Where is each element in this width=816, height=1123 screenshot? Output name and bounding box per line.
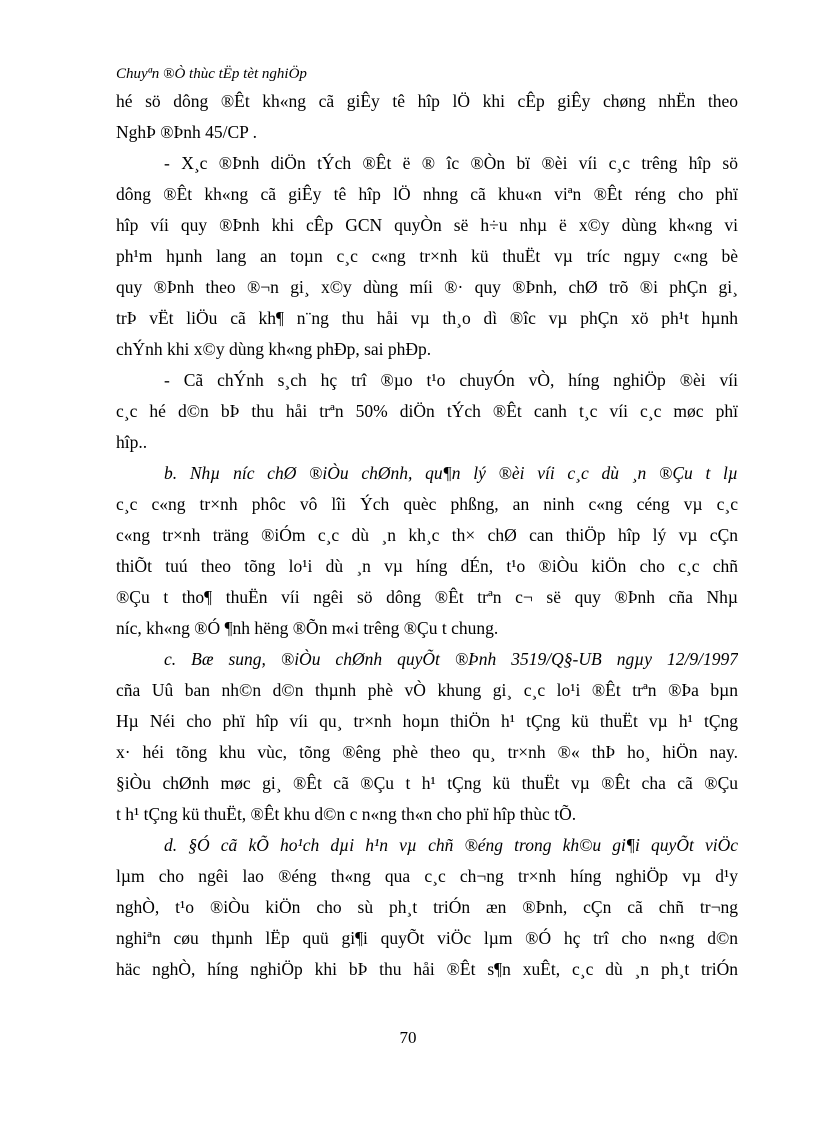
text-line: hîp..	[116, 432, 148, 452]
text-line: hé sö dông ®Êt kh«ng cã giÊy tê hîp lÖ khi cÊp giÊy chøng nhËn theo	[116, 91, 738, 111]
text-line: d. §Ó cã kÕ ho¹ch dµi h¹n vµ chñ ®éng trong kh©u gi¶i quyÕt viÖc	[164, 835, 738, 855]
text-line: - X¸c ®Þnh diÖn tÝch ®Êt ë ® îc ®Òn bï ®èi víi c¸c trêng hîp sö	[164, 153, 738, 173]
text-line: §iÒu chØnh møc gi¸ ®Êt cã ®Çu t h¹ tÇng kü thuËt vµ ®Êt cha cã ®Çu	[116, 773, 738, 793]
body-text	[116, 86, 738, 985]
text-line: dông ®Êt kh«ng cã giÊy tê hîp lÖ nhng cã khu«n viªn ®Êt réng cho phï	[116, 184, 738, 204]
text-line: t h¹ tÇng kü thuËt, ®Êt khu d©n c n«ng th«n cho phï hîp thùc tÕ.	[116, 804, 577, 824]
text-line: c¸c c«ng tr×nh phôc vô lîi Ých quèc phßng, an ninh c«ng céng vµ c¸c	[116, 494, 738, 514]
running-header: Chuyªn ®Ò thùc tËp tèt nghiÖp	[116, 66, 307, 82]
text-line: c¸c hé d©n bÞ thu håi trªn 50% diÖn tÝch ®Êt canh t¸c víi c¸c møc phï	[116, 401, 738, 421]
text-line: x· héi tõng khu vùc, tõng ®êng phè theo qu¸ tr×nh ®« thÞ ho¸ hiÖn nay.	[116, 742, 738, 762]
text-line: ph¹m hµnh lang an toµn c¸c c«ng tr×nh kü thuËt vµ tríc ngµy c«ng bè	[116, 246, 738, 266]
text-line: häc nghÒ, híng nghiÖp khi bÞ thu håi ®Êt s¶n xuÊt, c¸c dù ¸n ph¸t triÓn	[116, 959, 738, 979]
text-line: thiÕt tuú theo tõng lo¹i dù ¸n vµ híng dÉn, t¹o ®iÒu kiÖn cho c¸c chñ	[116, 556, 738, 576]
text-line: chÝnh khi x©y dùng kh«ng phÐp, sai phÐp.	[116, 339, 432, 359]
text-line: lµm cho ngêi lao ®éng th«ng qua c¸c ch¬ng tr×nh híng nghiÖp vµ d¹y	[116, 866, 738, 886]
text-line: c«ng tr×nh träng ®iÓm c¸c dù ¸n kh¸c th× chØ can thiÖp hîp lý vµ cÇn	[116, 525, 738, 545]
text-line: nghiªn cøu thµnh lËp quü gi¶i quyÕt viÖc lµm ®Ó hç trî cho n«ng d©n	[116, 928, 738, 948]
text-line: trÞ vËt liÖu cã kh¶ n¨ng thu håi vµ th¸o dì ®îc vµ phÇn xö ph¹t hµnh	[116, 308, 738, 328]
text-line: ®Çu t tho¶ thuËn víi ngêi sö dông ®Êt trªn c¬ së quy ®Þnh cña Nhµ	[116, 587, 738, 607]
text-line: quy ®Þnh theo ®¬n gi¸ x©y dùng míi ®· quy ®Þnh, chØ trõ ®i phÇn gi¸	[116, 277, 738, 297]
text-line: cña Uû ban nh©n d©n thµnh phè vÒ khung gi¸ c¸c lo¹i ®Êt trªn ®Þa bµn	[116, 680, 738, 700]
text-line: NghÞ ®Þnh 45/CP .	[116, 122, 258, 142]
text-line: nghÒ, t¹o ®iÒu kiÖn cho sù ph¸t triÓn æn ®Þnh, cÇn cã chñ tr¬ng	[116, 897, 738, 917]
text-line: hîp víi quy ®Þnh khi cÊp GCN quyÒn së h÷u nhµ ë x©y dùng kh«ng vi	[116, 215, 738, 235]
text-line: c. Bæ sung, ®iÒu chØnh quyÕt ®Þnh 3519/Q§-UB ngµy 12/9/1997	[164, 649, 738, 669]
text-line: b. Nhµ níc chØ ®iÒu chØnh, qu¶n lý ®èi víi c¸c dù ¸n ®Çu t lµ	[164, 463, 738, 483]
text-line: Hµ Néi cho phï hîp víi qu¸ tr×nh hoµn thiÖn h¹ tÇng kü thuËt vµ h¹ tÇng	[116, 711, 738, 731]
text-line: - Cã chÝnh s¸ch hç trî ®µo t¹o chuyÓn vÒ, híng nghiÖp ®èi víi	[164, 370, 738, 390]
text-line: níc, kh«ng ®Ó ¶nh hëng ®Õn m«i trêng ®Çu t chung.	[116, 618, 499, 638]
page-number: 70	[399, 1028, 417, 1047]
